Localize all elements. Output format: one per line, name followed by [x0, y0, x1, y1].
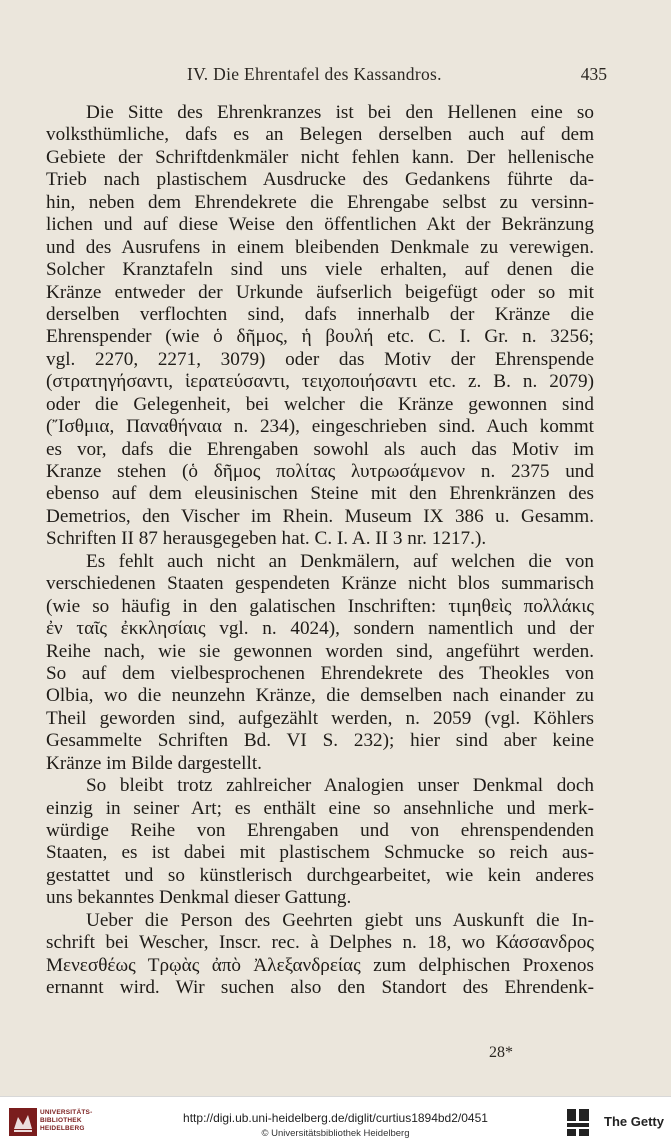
text-line: hin, neben dem Ehrendekrete die Ehrengabe selbst zu versinn- — [46, 191, 594, 213]
text-line: Gesammelte Schriften Bd. VI S. 232); hier sind aber keine — [46, 730, 594, 752]
text-line: würdige Reihe von Ehrengaben und von ehrenspendenden — [46, 820, 594, 841]
text-line: und des Ausrufens in einem bleibenden Denkmale zu verewigen. — [46, 236, 594, 258]
text-line: gestattet und so künstlerisch durchgearbeitet, wie kein anderes — [46, 864, 594, 886]
text-line: Es fehlt auch nicht an Denkmälern, auf welchen die von — [86, 550, 594, 572]
text-line: Kränze im Bilde dargestellt. — [46, 752, 262, 774]
text-line: Reihe nach, wie sie gewonnen worden sind, angeführt werden. — [46, 640, 594, 662]
text-line: ernannt wird. Wir suchen also den Standort des Ehrendenk- — [46, 977, 594, 999]
running-head — [44, 64, 627, 88]
body-text — [46, 102, 594, 1000]
text-line: schrift bei Wescher, Inscr. rec. à Delphes n. 18, wo Κάσσανδρος — [46, 932, 594, 954]
copyright-notice: © Universitätsbibliothek Heidelberg — [261, 1128, 410, 1139]
text-line: Demetrios, den Vischer im Rhein. Museum IX 386 u. Gesamm. — [46, 505, 594, 527]
text-line: Ehrenspender (wie ὁ δῆμος, ἡ βουλή etc. C. I. Gr. n. 3256; — [46, 326, 594, 348]
text-line: Die Sitte des Ehrenkranzes ist bei den Hellenen eine so — [86, 102, 594, 123]
text-line: So auf dem vielbesprochenen Ehrendekrete des Theokles von — [46, 662, 594, 684]
footer-bar — [0, 1096, 671, 1147]
text-line: Gebiete der Schriftdenkmäler nicht fehlen kann. Der hellenische — [46, 146, 594, 168]
text-line: Schriften II 87 herausgegeben hat. C. I. A. II 3 nr. 1217.). — [46, 528, 487, 550]
text-line: Solcher Kranztafeln sind uns viele erhalten, auf denen die — [46, 259, 594, 281]
text-line: Trieb nach plastischem Ausdrucke des Gedankens führte da- — [46, 169, 594, 191]
text-line: volksthümliche, dafs es an Belegen derselben auch auf dem — [46, 124, 594, 146]
text-line: ἐν ταῖς ἐκκλησίαις vgl. n. 4024), sondern namentlich und der — [46, 618, 594, 640]
text-line: verschiedenen Staaten gespendeten Kränze nicht blos summarisch — [46, 573, 594, 595]
text-line: einzig in seiner Art; es enthält eine so ansehnliche und merk- — [46, 797, 594, 819]
library-name-line: HEIDELBERG — [40, 1125, 85, 1132]
text-line: Staaten, es ist dabei mit plastischem Schmucke so reich aus- — [46, 842, 594, 864]
text-line: oder die Gelegenheit, bei welcher die Kränze gewonnen sind — [46, 393, 594, 415]
text-line: (Ἴσθμια, Παναθήναια n. 234), eingeschrieben sind. Auch kommt — [46, 416, 594, 438]
text-line: (wie so häufig in den galatischen Inschriften: τιμηθεὶς πολλάκις — [46, 595, 594, 617]
getty-logo-icon — [565, 1107, 591, 1137]
getty-label: The Getty — [604, 1114, 664, 1129]
text-line: Theil geworden sind, aufgezählt werden, n. 2059 (vgl. Köhlers — [46, 707, 594, 729]
text-line: vgl. 2270, 2271, 3079) oder das Motiv der Ehrenspende — [46, 348, 594, 370]
text-line: Olbia, wo die neunzehn Kränze, die demselben nach einander zu — [46, 685, 594, 707]
text-line: es vor, dafs die Ehrengaben sowohl als auch das Motiv im — [46, 438, 594, 460]
chapter-title: IV. Die Ehrentafel des Kassandros. — [187, 64, 442, 84]
permalink-url[interactable]: http://digi.ub.uni-heidelberg.de/diglit/curtius1894bd2/0451 — [183, 1111, 488, 1125]
text-line: ebenso auf dem eleusinischen Steine mit den Ehrenkränzen des — [46, 483, 594, 505]
library-name-line: BIBLIOTHEK — [40, 1117, 82, 1124]
text-line: Ueber die Person des Geehrten giebt uns Auskunft die In- — [86, 909, 594, 931]
text-line: So bleibt trotz zahlreicher Analogien unser Denkmal doch — [86, 775, 594, 797]
signature-mark: 28* — [489, 1044, 513, 1061]
text-line: Μενεσθέως Τρῳὰς ἀπὸ Ἀλεξανδρείας zum delphischen Proxenos — [46, 954, 594, 976]
text-line: uns bekanntes Denkmal dieser Gattung. — [46, 887, 352, 909]
text-line: derselben verflochten sind, dafs innerhalb der Kränze die — [46, 303, 594, 325]
library-name-line: UNIVERSITÄTS- — [40, 1109, 93, 1116]
text-line: lichen und auf diese Weise den öffentlichen Akt der Bekränzung — [46, 214, 594, 236]
text-line: (στρατηγήσαντι, ἱερατεύσαντι, τειχοποιήσαντι etc. z. B. n. 2079) — [46, 371, 594, 393]
text-line: Kranze stehen (ὁ δῆμος πολίτας λυτρωσάμενον n. 2375 und — [46, 461, 594, 482]
text-line: Kränze entweder der Urkunde äufserlich beigefügt oder so mit — [46, 281, 594, 303]
page-number: 435 — [580, 64, 607, 84]
